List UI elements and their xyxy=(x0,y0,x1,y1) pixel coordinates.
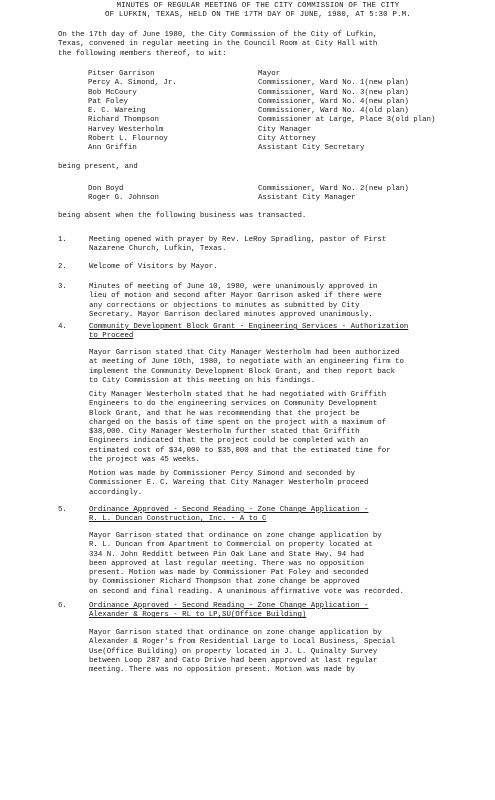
item-line: Nazarene Church, Lufkin, Texas. xyxy=(89,245,227,254)
member-row xyxy=(88,135,468,144)
item-line: lieu of motion and second after Mayor Garrison asked if there were xyxy=(89,292,382,301)
agenda-item-3 xyxy=(58,283,478,320)
member-row xyxy=(88,98,468,107)
member-name: Richard Thompson xyxy=(88,116,159,125)
member-name: Don Boyd xyxy=(88,185,124,193)
item5-paragraph-1 xyxy=(89,532,449,597)
item4-paragraph-3 xyxy=(89,470,449,498)
item-number: 6. xyxy=(58,602,67,610)
para-line: Engineers to do the engineering services on Community Development xyxy=(89,400,378,409)
para-line: R. L. Duncan from Apartment to Commercial on property located at xyxy=(89,541,373,550)
member-title: Commissioner, Ward No. 4(old plan) xyxy=(258,107,409,116)
item-line: Meeting opened with prayer by Rev. LeRoy Spradling, pastor of First xyxy=(89,236,387,244)
member-row xyxy=(88,107,468,116)
item-number: 3. xyxy=(58,283,67,291)
member-title: Commissioner, Ward No. 4(new plan) xyxy=(258,97,409,106)
member-row xyxy=(88,144,468,153)
para-line: at meeting of June 10th, 1980, to negotiate with an engineering firm to xyxy=(89,358,404,367)
intro-line: On the 17th day of June 1980, the City Commission of the City of Lufkin, xyxy=(58,31,378,39)
member-title: Mayor xyxy=(258,70,281,78)
member-title: Commissioner at Large, Place 3(old plan) xyxy=(258,116,436,125)
item-text xyxy=(89,263,478,272)
member-row xyxy=(88,194,468,203)
member-row xyxy=(88,116,468,125)
para-line: Block Grant, and that he was recommending that the project be xyxy=(89,409,360,418)
member-name: Robert L. Flournoy xyxy=(88,135,168,144)
member-name: Pat Foley xyxy=(88,97,128,106)
item-line: Secretary. Mayor Garrison declared minutes approved unanimously. xyxy=(89,310,373,319)
item6-paragraph-1 xyxy=(89,629,449,675)
document-title xyxy=(58,2,458,21)
para-line: Mayor Garrison stated that ordinance on zone change application by xyxy=(89,629,382,637)
agenda-item-6 xyxy=(58,602,478,621)
heading-line: Ordinance Approved - Second Reading - Zone Change Application - xyxy=(89,602,369,610)
member-name: Harvey Westerholm xyxy=(88,125,164,134)
para-line: City Manager Westerholm stated that he had negotiated with Griffith xyxy=(89,391,387,399)
para-line: on second and final reading. A unanimous affirmative vote was recorded. xyxy=(89,587,404,596)
member-row xyxy=(88,126,468,135)
para-line: Mayor Garrison stated that ordinance on zone change application by xyxy=(89,532,382,540)
item-text xyxy=(89,283,478,320)
para-line: Commissioner E. C. Wareing that City Manager Westerholm proceed xyxy=(89,479,369,488)
item-line: any corrections or objections to minutes as submitted by City xyxy=(89,301,360,310)
para-line: Alexander & Roger's from Residential Large to Local Business, Special xyxy=(89,638,396,647)
heading-line: to Proceed xyxy=(89,332,134,341)
agenda-item-4 xyxy=(58,323,478,342)
member-title: City Manager xyxy=(258,125,312,134)
para-line: 334 N. John Redditt between Pin Oak Lane and State Hwy. 94 had xyxy=(89,550,364,559)
intro-line: the following members thereof, to wit: xyxy=(58,49,227,58)
member-name: Roger G. Johnson xyxy=(88,194,159,203)
para-line: the project was 45 weeks. xyxy=(89,456,200,465)
member-row xyxy=(88,70,468,79)
item-number: 2. xyxy=(58,263,67,271)
item-number: 4. xyxy=(58,323,67,331)
member-row xyxy=(88,79,468,88)
item-text xyxy=(89,236,478,255)
member-name: Ann Griffin xyxy=(88,144,137,153)
member-name: E. C. Wareing xyxy=(88,107,146,116)
item-line: Minutes of meeting of June 10, 1980, were unanimously approved in xyxy=(89,283,378,291)
item-heading xyxy=(89,506,478,525)
agenda-item-5 xyxy=(58,506,478,525)
member-row xyxy=(88,89,468,98)
para-line: implement the Community Development Block Grant, and then report back xyxy=(89,367,396,376)
title-line: MINUTES OF REGULAR MEETING OF THE CITY COMMISSION OF THE CITY xyxy=(116,2,400,10)
intro-line: Texas, convened in regular meeting in the Council Room at City Hall with xyxy=(58,40,378,49)
item4-paragraph-1 xyxy=(89,349,449,386)
absent-members-list xyxy=(88,185,468,204)
para-line: between Loop 287 and Cato Drive had been approved at last regular xyxy=(89,656,378,665)
para-line: been approved at last regular meeting. There was no opposition xyxy=(89,559,364,568)
member-title: Assistant City Manager xyxy=(258,194,356,203)
item-heading xyxy=(89,602,478,621)
member-title: Commissioner, Ward No. 1(new plan) xyxy=(258,79,409,88)
heading-line: R. L. Duncan Construction, Inc. - A to C xyxy=(89,515,267,524)
member-name: Bob McCoury xyxy=(88,88,137,97)
para-line: $38,000. City Manager Westerholm further stated that Griffith xyxy=(89,428,360,437)
agenda-item-1 xyxy=(58,236,478,255)
being-present-text: being present, and xyxy=(58,163,138,171)
member-name: Percy A. Simond, Jr. xyxy=(88,79,177,88)
member-title: City Attorney xyxy=(258,135,316,144)
member-row xyxy=(88,185,468,194)
item-number: 1. xyxy=(58,236,67,244)
para-line: Motion was made by Commissioner Percy Simond and seconded by xyxy=(89,470,356,478)
title-line: OF LUFKIN, TEXAS, HELD ON THE 17TH DAY OF JUNE, 1980, AT 5:30 P.M. xyxy=(105,11,411,20)
para-line: charged on the basis of time spent on the project with a maximum of xyxy=(89,418,387,427)
item-number: 5. xyxy=(58,506,67,514)
member-title: Assistant City Secretary xyxy=(258,144,365,153)
item-heading xyxy=(89,323,478,342)
para-line: by Commissioner Richard Thompson that zone change be approved xyxy=(89,578,360,587)
member-title: Commissioner, Ward No. 3(new plan) xyxy=(258,88,409,97)
being-absent-text: being absent when the following business was transacted. xyxy=(58,212,307,220)
agenda-item-2 xyxy=(58,263,478,272)
para-line: present. Motion was made by Commissioner Pat Foley and seconded xyxy=(89,569,369,578)
para-line: Use(Office Building) on property located in J. L. Quinalty Survey xyxy=(89,647,378,656)
para-line: meeting. There was no opposition present. Motion was made by xyxy=(89,666,356,675)
present-members-list xyxy=(88,70,468,154)
para-line: accordingly. xyxy=(89,488,143,497)
heading-line: Ordinance Approved - Second Reading - Zone Change Application - xyxy=(89,506,369,514)
heading-line: Alexander & Rogers - RL to LP,SU(Office Building) xyxy=(89,611,307,620)
para-line: to City Commission at this meeting on his findings. xyxy=(89,376,316,385)
item-line: Welcome of Visitors by Mayor. xyxy=(89,263,218,271)
para-line: estimated cost of $34,000 to $35,000 and that the estimated time for xyxy=(89,446,391,455)
intro-paragraph xyxy=(58,31,458,59)
para-line: Mayor Garrison stated that City Manager Westerholm had been authorized xyxy=(89,349,400,357)
member-name: Pitser Garrison xyxy=(88,70,155,78)
para-line: Engineers indicated that the project could be completed with an xyxy=(89,437,369,446)
member-title: Commissioner, Ward No. 2(new plan) xyxy=(258,185,409,193)
item4-paragraph-2 xyxy=(89,391,449,465)
heading-line: Community Development Block Grant - Engineering Services - Authorization xyxy=(89,323,409,331)
